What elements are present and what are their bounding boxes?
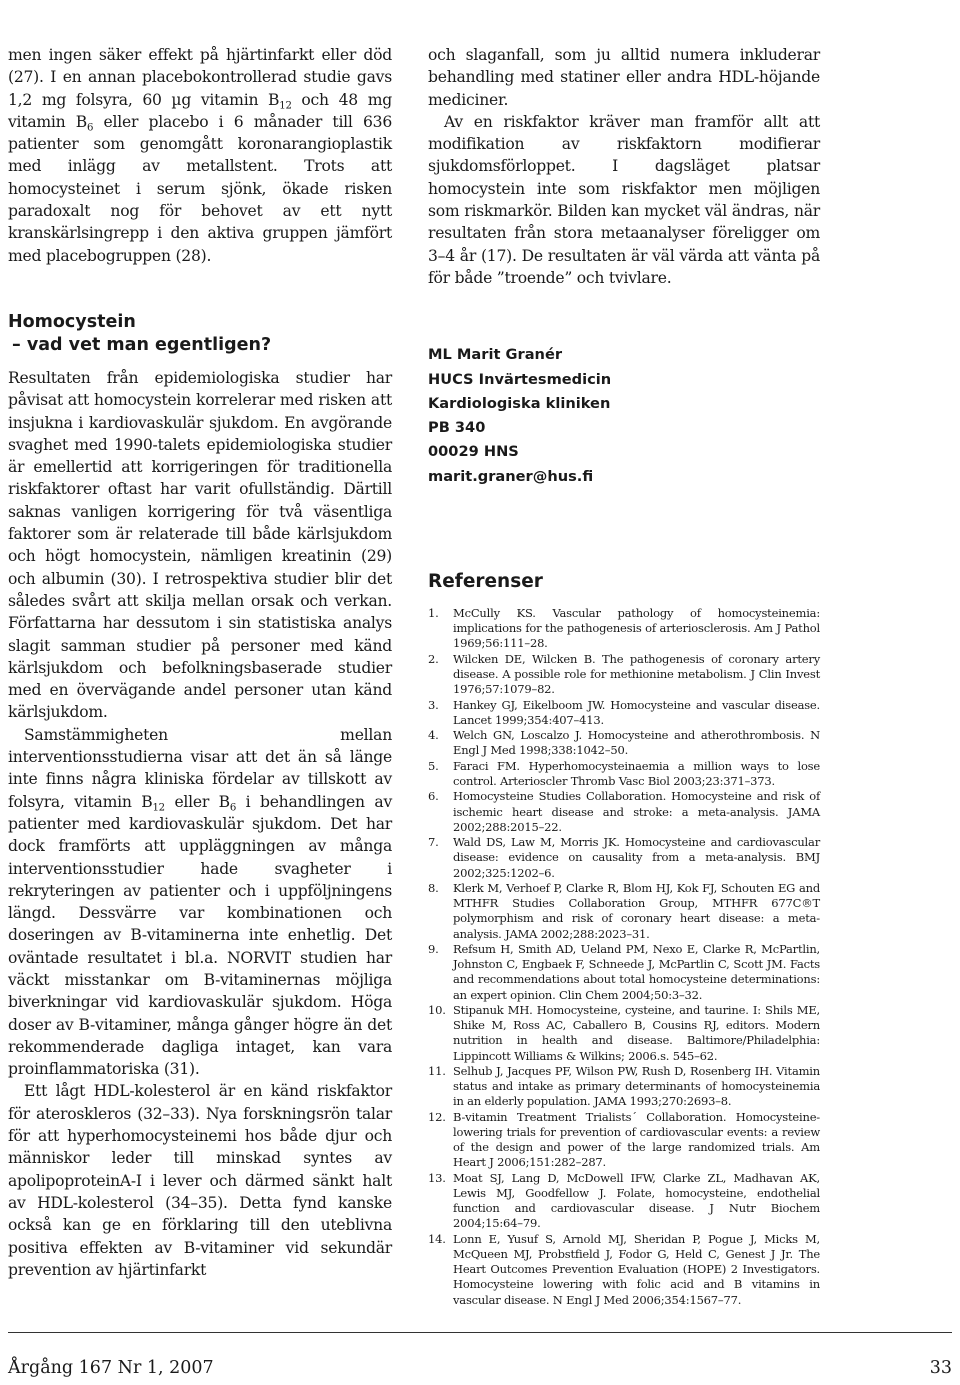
- reference-number: 2.: [428, 651, 439, 666]
- samstammighet-paragraph: [8, 724, 392, 1081]
- reference-number: 3.: [428, 697, 439, 712]
- reference-text: Stipanuk MH. Homocysteine, cysteine, and taurine. I: Shils ME, Shike M, Ross AC, Caballero B, Cousins RJ, editors. Modern nutrition in health and disease. Baltimore/Philadelphia: Lippincott Williams & Wilkins; 2006.s. 545–62.: [453, 1003, 820, 1063]
- author-po-box: PB 340: [428, 419, 486, 437]
- reference-item: [428, 881, 820, 942]
- reference-item: [428, 789, 820, 835]
- reference-item: [428, 1003, 820, 1064]
- reference-text: Faraci FM. Hyperhomocysteinaemia a million ways to lose control. Arterioscler Thromb Vasc Biol 2003;23:371–373.: [453, 758, 820, 789]
- left-column: [8, 44, 392, 1281]
- references-list: [428, 606, 820, 1308]
- reference-text: Moat SJ, Lang D, McDowell IFW, Clarke ZL, Madhavan AK, Lewis MJ, Goodfellow J. Folate, homocysteine, endothelial function and cardiovascular disease. J Nutr Biochem 2004;15:64–79.: [453, 1170, 820, 1231]
- reference-item: [428, 1064, 820, 1110]
- author-clinic: Kardiologiska kliniken: [428, 394, 611, 412]
- results-paragraph: Resultaten från epidemiologiska studier har påvisat att homocystein korrelerar med risken att insjukna i kardiovaskulär sjukdom. En avgörande svaghet med 1990-talets epidemiologiska studier är emellertid att korrigeringen för traditionella riskfaktorer oftast har varit ofullständig. Därtill saknas vanligen korrigering för två väsentliga faktorer som är relaterade till både kärlsjukdom och högt homocystein, nämligen kreatinin (29) och albumin (30). I retrospektiva studier blir det således svårt att skilja mellan orsak och verkan. Författarna har dessutom i sin statistiska analys slagit samman studier på personer med känd kärlsjukdom och befolkningsbaserade studier med en övervägande andel personer utan känd kärlsjukdom.: [8, 368, 392, 722]
- reference-text: Wald DS, Law M, Morris JK. Homocysteine and cardiovascular disease: evidence on causality from a meta-analysis. BMJ 2002;325:1202–6.: [453, 835, 820, 880]
- reference-number: 4.: [428, 728, 439, 743]
- reference-text: Lonn E, Yusuf S, Arnold MJ, Sheridan P, Pogue J, Micks M, McQueen MJ, Probstfield J, Fodor G, Held C, Genest J Jr. The Heart Outcomes Prevention Evaluation (HOPE) 2 Investigators. Homocysteine lowering with folic acid and B vitamins in vascular disease. N Engl J Med 2006;354:1567–77.: [453, 1231, 820, 1307]
- reference-number: 8.: [428, 881, 439, 896]
- reference-number: 14.: [428, 1231, 446, 1246]
- reference-item: [428, 835, 820, 881]
- samstam-text-3: i behandlingen av patienter med kardiovaskulär sjukdom. Det har dock framförts att uppläggningen av många interventionsstudier hade svagheter i rekryteringen av patienter och i uppföljningens längd. Dessvärre var kombinationen och doseringen av B-vitaminerna inte enhetlig. Det oväntade resultatet i bl.a. NORVIT studien har väckt misstankar om B-vitaminernas möjliga biverkningar vid kardiovaskulär sjukdom. Höga doser av B-vitaminer, många gånger högre än det rekommenderade dagliga intaget, kan vara proinflammatoriska (31).: [8, 792, 393, 1079]
- reference-item: [428, 728, 820, 758]
- continuation-paragraph: och slaganfall, som ju alltid numera inkluderar behandling med statiner eller andra HDL-höjande mediciner.: [428, 46, 820, 109]
- intro-text-1: men ingen säker effekt på hjärtinfarkt eller död (27). I en annan placebokontrollerad studie gavs 1,2 mg folsyra, 60 µg vitamin B: [8, 46, 392, 109]
- reference-number: 12.: [428, 1109, 446, 1124]
- reference-item: [428, 942, 820, 1003]
- reference-number: 5.: [428, 758, 439, 773]
- reference-text: Refsum H, Smith AD, Ueland PM, Nexo E, Clarke R, McPartlin, Johnston C, Engbaek F, Schneede J, McPartlin C, Scott JM. Facts and recommendations about total homocysteine determinations: an expert opinion. Clin Chem 2004;50:3–32.: [453, 942, 820, 1002]
- reference-number: 11.: [428, 1064, 446, 1079]
- subscript-12: 12: [279, 100, 292, 112]
- section-heading: Homocystein: [8, 311, 136, 332]
- author-postal-code: 00029 HNS: [428, 443, 519, 461]
- reference-number: 6.: [428, 789, 439, 804]
- reference-text: Klerk M, Verhoef P, Clarke R, Blom HJ, Kok FJ, Schouten EG and MTHFR Studies Collaboration Group, MTHFR 677C®T polymorphism and risk of coronary heart disease: a meta-analysis. JAMA 2002;288:2023–31.: [453, 881, 820, 941]
- section-subheading: – vad vet man egentligen?: [12, 334, 272, 355]
- right-column: [428, 44, 820, 1308]
- reference-text: B-vitamin Treatment Trialists´ Collaboration. Homocysteine-lowering trials for prevention of cardiovascular events: a review of the design and power of the large randomized trials. Am Heart J 2006;151:282–287.: [453, 1109, 820, 1170]
- footer-page-number: 33: [929, 1358, 952, 1378]
- reference-text: Selhub J, Jacques PF, Wilson PW, Rush D, Rosenberg IH. Vitamin status and intake as primary determinants of homocysteinemia in an elderly population. JAMA 1993;270:2693–8.: [453, 1064, 820, 1109]
- intro-text-3: eller placebo i 6 månader till 636 patienter som genomgått koronarangioplastik med inlägg av metallstent. Trots att homocysteinet i serum sjönk, ökade risken paradoxalt nog för behovet av ett nytt kranskärlsingrepp i den aktiva gruppen jämfört med placebogruppen (28).: [8, 112, 393, 265]
- reference-text: McCully KS. Vascular pathology of homocysteinemia: implications for the pathogenesis of arteriosclerosis. Am J Pathol 1969;56:111–28.: [453, 606, 820, 651]
- reference-item: [428, 759, 820, 789]
- reference-item: [428, 698, 820, 728]
- reference-text: Homocysteine Studies Collaboration. Homocysteine and risk of ischemic heart disease and stroke: a meta-analysis. JAMA 2002;288:2015–22.: [453, 789, 820, 834]
- reference-item: [428, 652, 820, 698]
- subscript-12: 12: [152, 802, 165, 814]
- author-department: HUCS Invärtesmedicin: [428, 370, 612, 388]
- reference-number: 1.: [428, 606, 439, 621]
- reference-text: Hankey GJ, Eikelboom JW. Homocysteine and vascular disease. Lancet 1999;354:407–413.: [453, 697, 820, 727]
- reference-number: 7.: [428, 835, 439, 850]
- reference-item: [428, 1110, 820, 1171]
- author-address: [428, 343, 820, 489]
- reference-text: Wilcken DE, Wilcken B. The pathogenesis of coronary artery disease. A possible role for methionine metabolism. J Clin Invest 1976;57:1079–82.: [453, 651, 820, 697]
- subscript-6: 6: [86, 122, 94, 134]
- reference-text: Welch GN, Loscalzo J. Homocysteine and atherothrombosis. N Engl J Med 1998;338:1042–50.: [453, 728, 820, 758]
- riskfactor-paragraph: Av en riskfaktor kräver man framför allt att modifikation av riskfaktorn modifierar sjukdomsförloppet. I dagsläget platsar homocystein inte som riskfaktor men möjligen som riskmarkör. Bilden kan mycket väl ändras, när resultaten från stora metaanalyser föreligger om 3–4 år (17). De resultaten är väl värda att vänta på för både ”troende” och tvivlare.: [428, 112, 820, 287]
- author-email[interactable]: marit.graner@hus.fi: [428, 467, 594, 485]
- reference-item: [428, 1171, 820, 1232]
- references-heading: Referenser: [428, 571, 543, 593]
- subscript-6: 6: [229, 802, 237, 814]
- intro-paragraph: [8, 44, 392, 267]
- footer-divider: [8, 1332, 952, 1333]
- reference-item: [428, 1232, 820, 1308]
- hdl-paragraph: Ett lågt HDL-kolesterol är en känd riskfaktor för ateroskleros (32–33). Nya forskningsrön talar för att hyperhomocysteinemi hos både djur och människor leder till minskad syntes av apolipoproteinA-I i lever och därmed sänkt halt av HDL-kolesterol (34–35). Detta fynd kanske också kan ge en förklaring till den uteblivna positiva effekten av B-vitaminer vid sekundär prevention av hjärtinfarkt: [8, 1082, 392, 1279]
- reference-number: 9.: [428, 942, 439, 957]
- reference-item: [428, 606, 820, 652]
- intro-text-2: och 48 mg vitamin B: [8, 90, 392, 131]
- reference-number: 13.: [428, 1170, 446, 1185]
- samstam-text-2: eller B: [164, 792, 230, 811]
- samstam-text-1: Samstämmigheten mellan interventionsstudierna visar att det än så länge inte finns några kliniska fördelar av tillskott av folsyra, vitamin B: [8, 725, 392, 811]
- footer-issue: Årgång 167 Nr 1, 2007: [8, 1358, 214, 1378]
- reference-number: 10.: [428, 1003, 446, 1018]
- author-name: ML Marit Granér: [428, 346, 563, 364]
